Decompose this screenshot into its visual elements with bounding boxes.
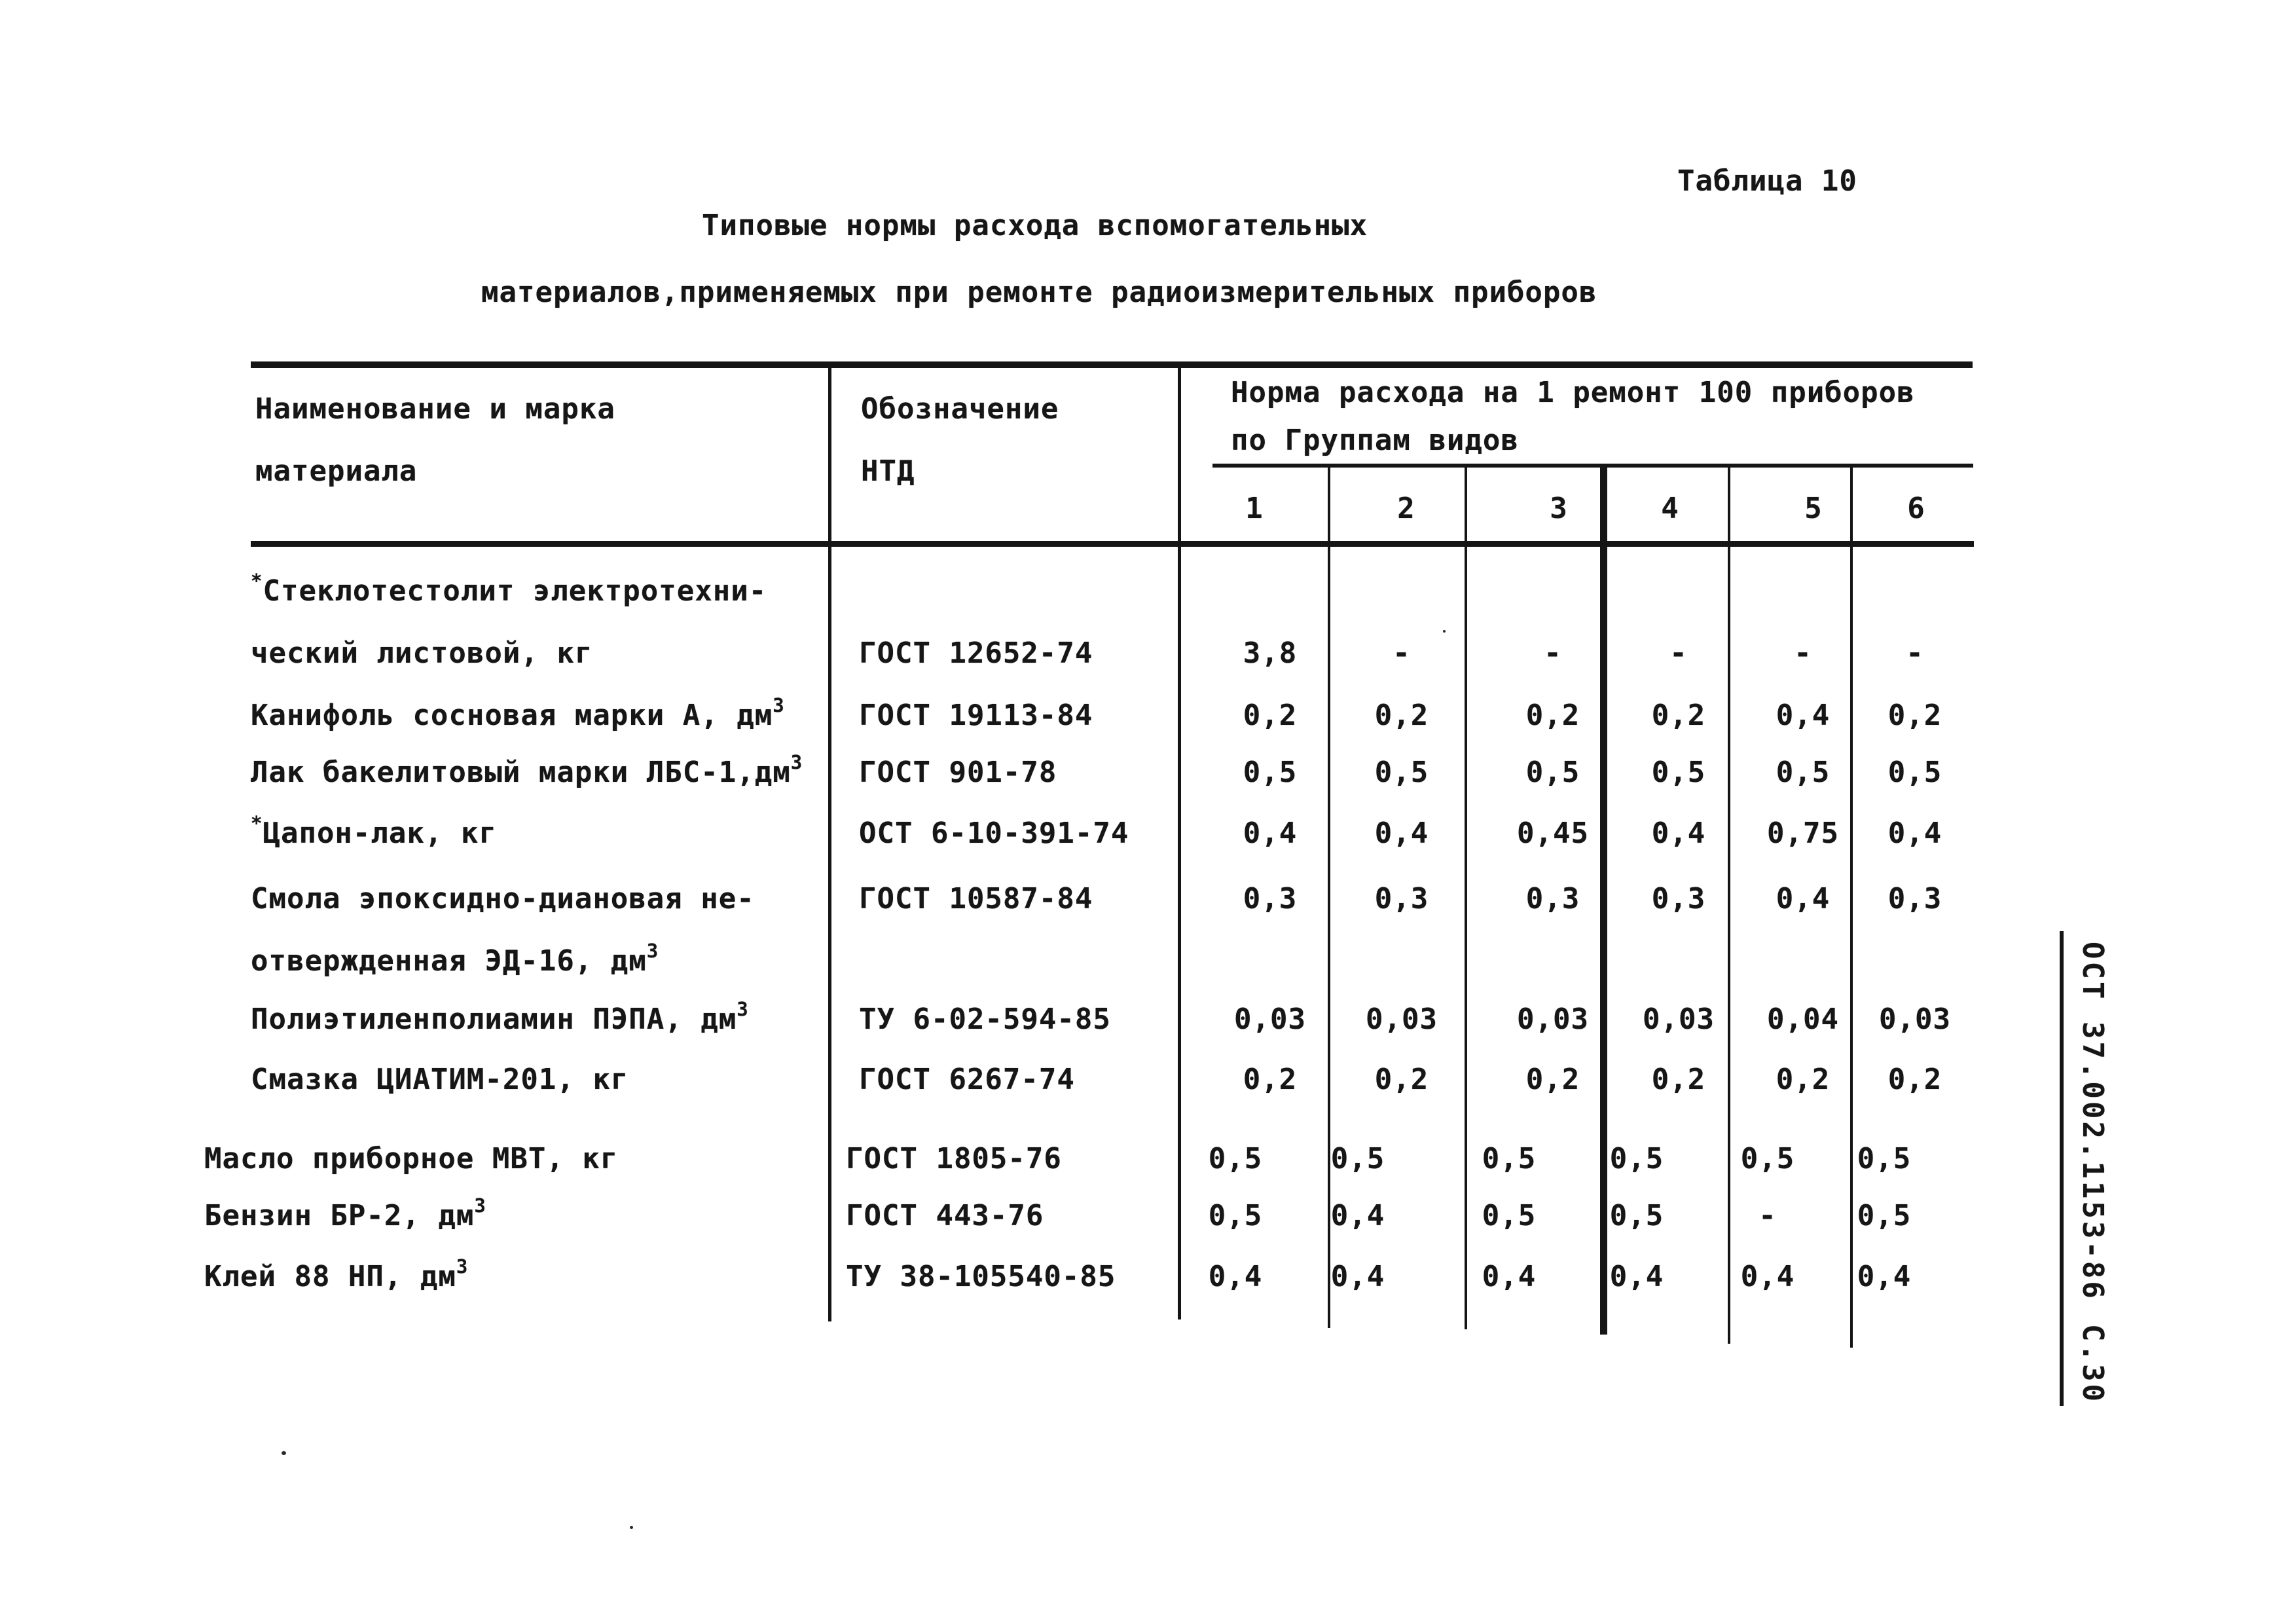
row-value: 0,4 <box>1374 817 1429 850</box>
scan-speck <box>630 1526 633 1529</box>
row-value: 0,5 <box>1374 756 1429 789</box>
row-value: 0,5 <box>1482 1142 1537 1175</box>
header-name-line2: материала <box>255 454 418 488</box>
row-value: 0,3 <box>1374 882 1429 915</box>
row-value: - <box>1393 637 1411 670</box>
row-value: 0,5 <box>1651 756 1706 789</box>
group-divider-1-2 <box>1328 467 1330 1328</box>
group-number: 6 <box>1907 492 1925 525</box>
row-value: 0,2 <box>1525 1063 1580 1096</box>
row-name: Полиэтиленполиамин ПЭПА, $дм^3$ <box>251 998 749 1036</box>
row-ntd: ГОСТ 6267-74 <box>859 1063 1075 1096</box>
stamp-underline <box>2060 931 2064 1406</box>
row-value: 0,4 <box>1243 817 1298 850</box>
row-value: 0,5 <box>1525 756 1580 789</box>
row-value: 0,5 <box>1482 1199 1537 1232</box>
header-norm-line2: по Группам видов <box>1231 424 1519 457</box>
row-value: 0,5 <box>1740 1142 1795 1175</box>
group-divider-5-6 <box>1850 467 1853 1348</box>
row-value: 0,4 <box>1651 817 1706 850</box>
row-value: 0,2 <box>1887 699 1942 732</box>
row-value: 0,3 <box>1243 882 1298 915</box>
row-value: 0,5 <box>1243 756 1298 789</box>
row-value: - <box>1906 637 1924 670</box>
row-value: 0,2 <box>1243 699 1298 732</box>
row-value: 0,04 <box>1767 1003 1839 1036</box>
row-name: ческий листовой, кг <box>251 637 593 670</box>
row-ntd: ГОСТ 19113-84 <box>859 699 1093 732</box>
row-value: - <box>1669 637 1688 670</box>
row-value: 0,03 <box>1517 1003 1589 1036</box>
row-value: 0,2 <box>1374 699 1429 732</box>
row-value: 0,4 <box>1776 882 1831 915</box>
table-number-label: Таблица 10 <box>1677 164 1857 198</box>
row-value: - <box>1794 637 1812 670</box>
table-header-bottom-border <box>251 541 1974 547</box>
row-value: 0,4 <box>1740 1260 1795 1293</box>
row-value: 0,75 <box>1767 817 1839 850</box>
row-value: 3,8 <box>1243 637 1298 670</box>
row-value: 0,2 <box>1887 1063 1942 1096</box>
row-name: *Стеклотестолит электротехни- <box>251 570 767 608</box>
row-value: 0,2 <box>1651 1063 1706 1096</box>
row-name: Смазка ЦИАТИМ-201, кг <box>251 1063 629 1096</box>
row-name: Клей 88 НП, $дм^3$ <box>204 1255 469 1293</box>
row-value: 0,03 <box>1234 1003 1306 1036</box>
row-value: 0,5 <box>1609 1199 1664 1232</box>
row-value: 0,4 <box>1330 1199 1385 1232</box>
group-number: 4 <box>1661 492 1679 525</box>
row-name: отвержденная ЭД-16, $дм^3$ <box>251 940 659 978</box>
row-value: 0,4 <box>1208 1260 1263 1293</box>
group-number: 1 <box>1245 492 1264 525</box>
row-value: 0,5 <box>1857 1142 1912 1175</box>
row-value: 0,5 <box>1330 1142 1385 1175</box>
row-value: 0,2 <box>1651 699 1706 732</box>
row-value: 0,3 <box>1651 882 1706 915</box>
row-value: - <box>1758 1199 1777 1232</box>
scan-speck <box>1443 630 1446 633</box>
header-ntd-line1: Обозначение <box>861 392 1059 426</box>
row-value: 0,4 <box>1482 1260 1537 1293</box>
header-name-line1: Наименование и марка <box>255 392 615 426</box>
row-ntd: ГОСТ 443-76 <box>846 1199 1044 1232</box>
doc-title-line1: Типовые нормы расхода вспомогательных <box>702 209 1368 242</box>
row-value: 0,4 <box>1330 1260 1385 1293</box>
row-value: 0,5 <box>1776 756 1831 789</box>
row-value: 0,5 <box>1857 1199 1912 1232</box>
scan-speck <box>282 1451 286 1455</box>
row-value: 0,5 <box>1887 756 1942 789</box>
row-ntd: ГОСТ 12652-74 <box>859 637 1093 670</box>
row-value: 0,2 <box>1374 1063 1429 1096</box>
row-value: 0,2 <box>1525 699 1580 732</box>
header-norm-line1: Норма расхода на 1 ремонт 100 приборов <box>1231 376 1915 409</box>
row-name: Канифоль сосновая марки А, $дм^3$ <box>251 694 785 732</box>
norm-subheader-divider <box>1212 464 1973 468</box>
group-divider-3-4 <box>1600 467 1607 1335</box>
row-name: Смола эпоксидно-диановая не- <box>251 882 755 915</box>
group-divider-4-5 <box>1728 467 1730 1344</box>
stamp-doc-number: ОСТ 37.002.1153-86 <box>2076 942 2109 1301</box>
row-ntd: ГОСТ 1805-76 <box>846 1142 1062 1175</box>
group-number: 2 <box>1397 492 1415 525</box>
header-ntd-line2: НТД <box>861 454 915 488</box>
row-name: Масло приборное МВТ, кг <box>204 1142 619 1175</box>
group-number: 5 <box>1804 492 1823 525</box>
column-divider-ntd-norms <box>1178 367 1181 1320</box>
row-ntd: ГОСТ 10587-84 <box>859 882 1093 915</box>
row-value: 0,03 <box>1366 1003 1438 1036</box>
row-value: 0,3 <box>1887 882 1942 915</box>
column-divider-name-ntd <box>828 367 831 1321</box>
row-ntd: ТУ 38-105540-85 <box>846 1260 1116 1293</box>
group-divider-2-3 <box>1465 467 1467 1329</box>
group-number: 3 <box>1550 492 1568 525</box>
row-value: 0,2 <box>1776 1063 1831 1096</box>
stamp-page-number: С.30 <box>2076 1324 2109 1404</box>
row-value: 0,4 <box>1887 817 1942 850</box>
row-ntd: ОСТ 6-10-391-74 <box>859 817 1129 850</box>
row-name: Бензин БР-2, $дм^3$ <box>204 1194 486 1232</box>
row-value: 0,4 <box>1857 1260 1912 1293</box>
row-value: 0,2 <box>1243 1063 1298 1096</box>
row-value: 0,45 <box>1517 817 1589 850</box>
row-value: 0,4 <box>1609 1260 1664 1293</box>
row-name: Лак бакелитовый марки ЛБС-$1,дм^3$ <box>251 751 803 789</box>
doc-title-line2: материалов,применяемых при ремонте радиоизмерительных приборов <box>481 276 1597 309</box>
row-value: - <box>1544 637 1562 670</box>
table-top-border <box>251 361 1973 368</box>
row-value: 0,5 <box>1208 1199 1263 1232</box>
row-ntd: ГОСТ 901-78 <box>859 756 1057 789</box>
row-ntd: ТУ 6-02-594-85 <box>859 1003 1111 1036</box>
row-value: 0,3 <box>1525 882 1580 915</box>
row-name: *Цапон-лак, кг <box>251 812 497 850</box>
row-value: 0,03 <box>1879 1003 1951 1036</box>
row-value: 0,4 <box>1776 699 1831 732</box>
row-value: 0,5 <box>1208 1142 1263 1175</box>
row-value: 0,03 <box>1643 1003 1715 1036</box>
row-value: 0,5 <box>1609 1142 1664 1175</box>
